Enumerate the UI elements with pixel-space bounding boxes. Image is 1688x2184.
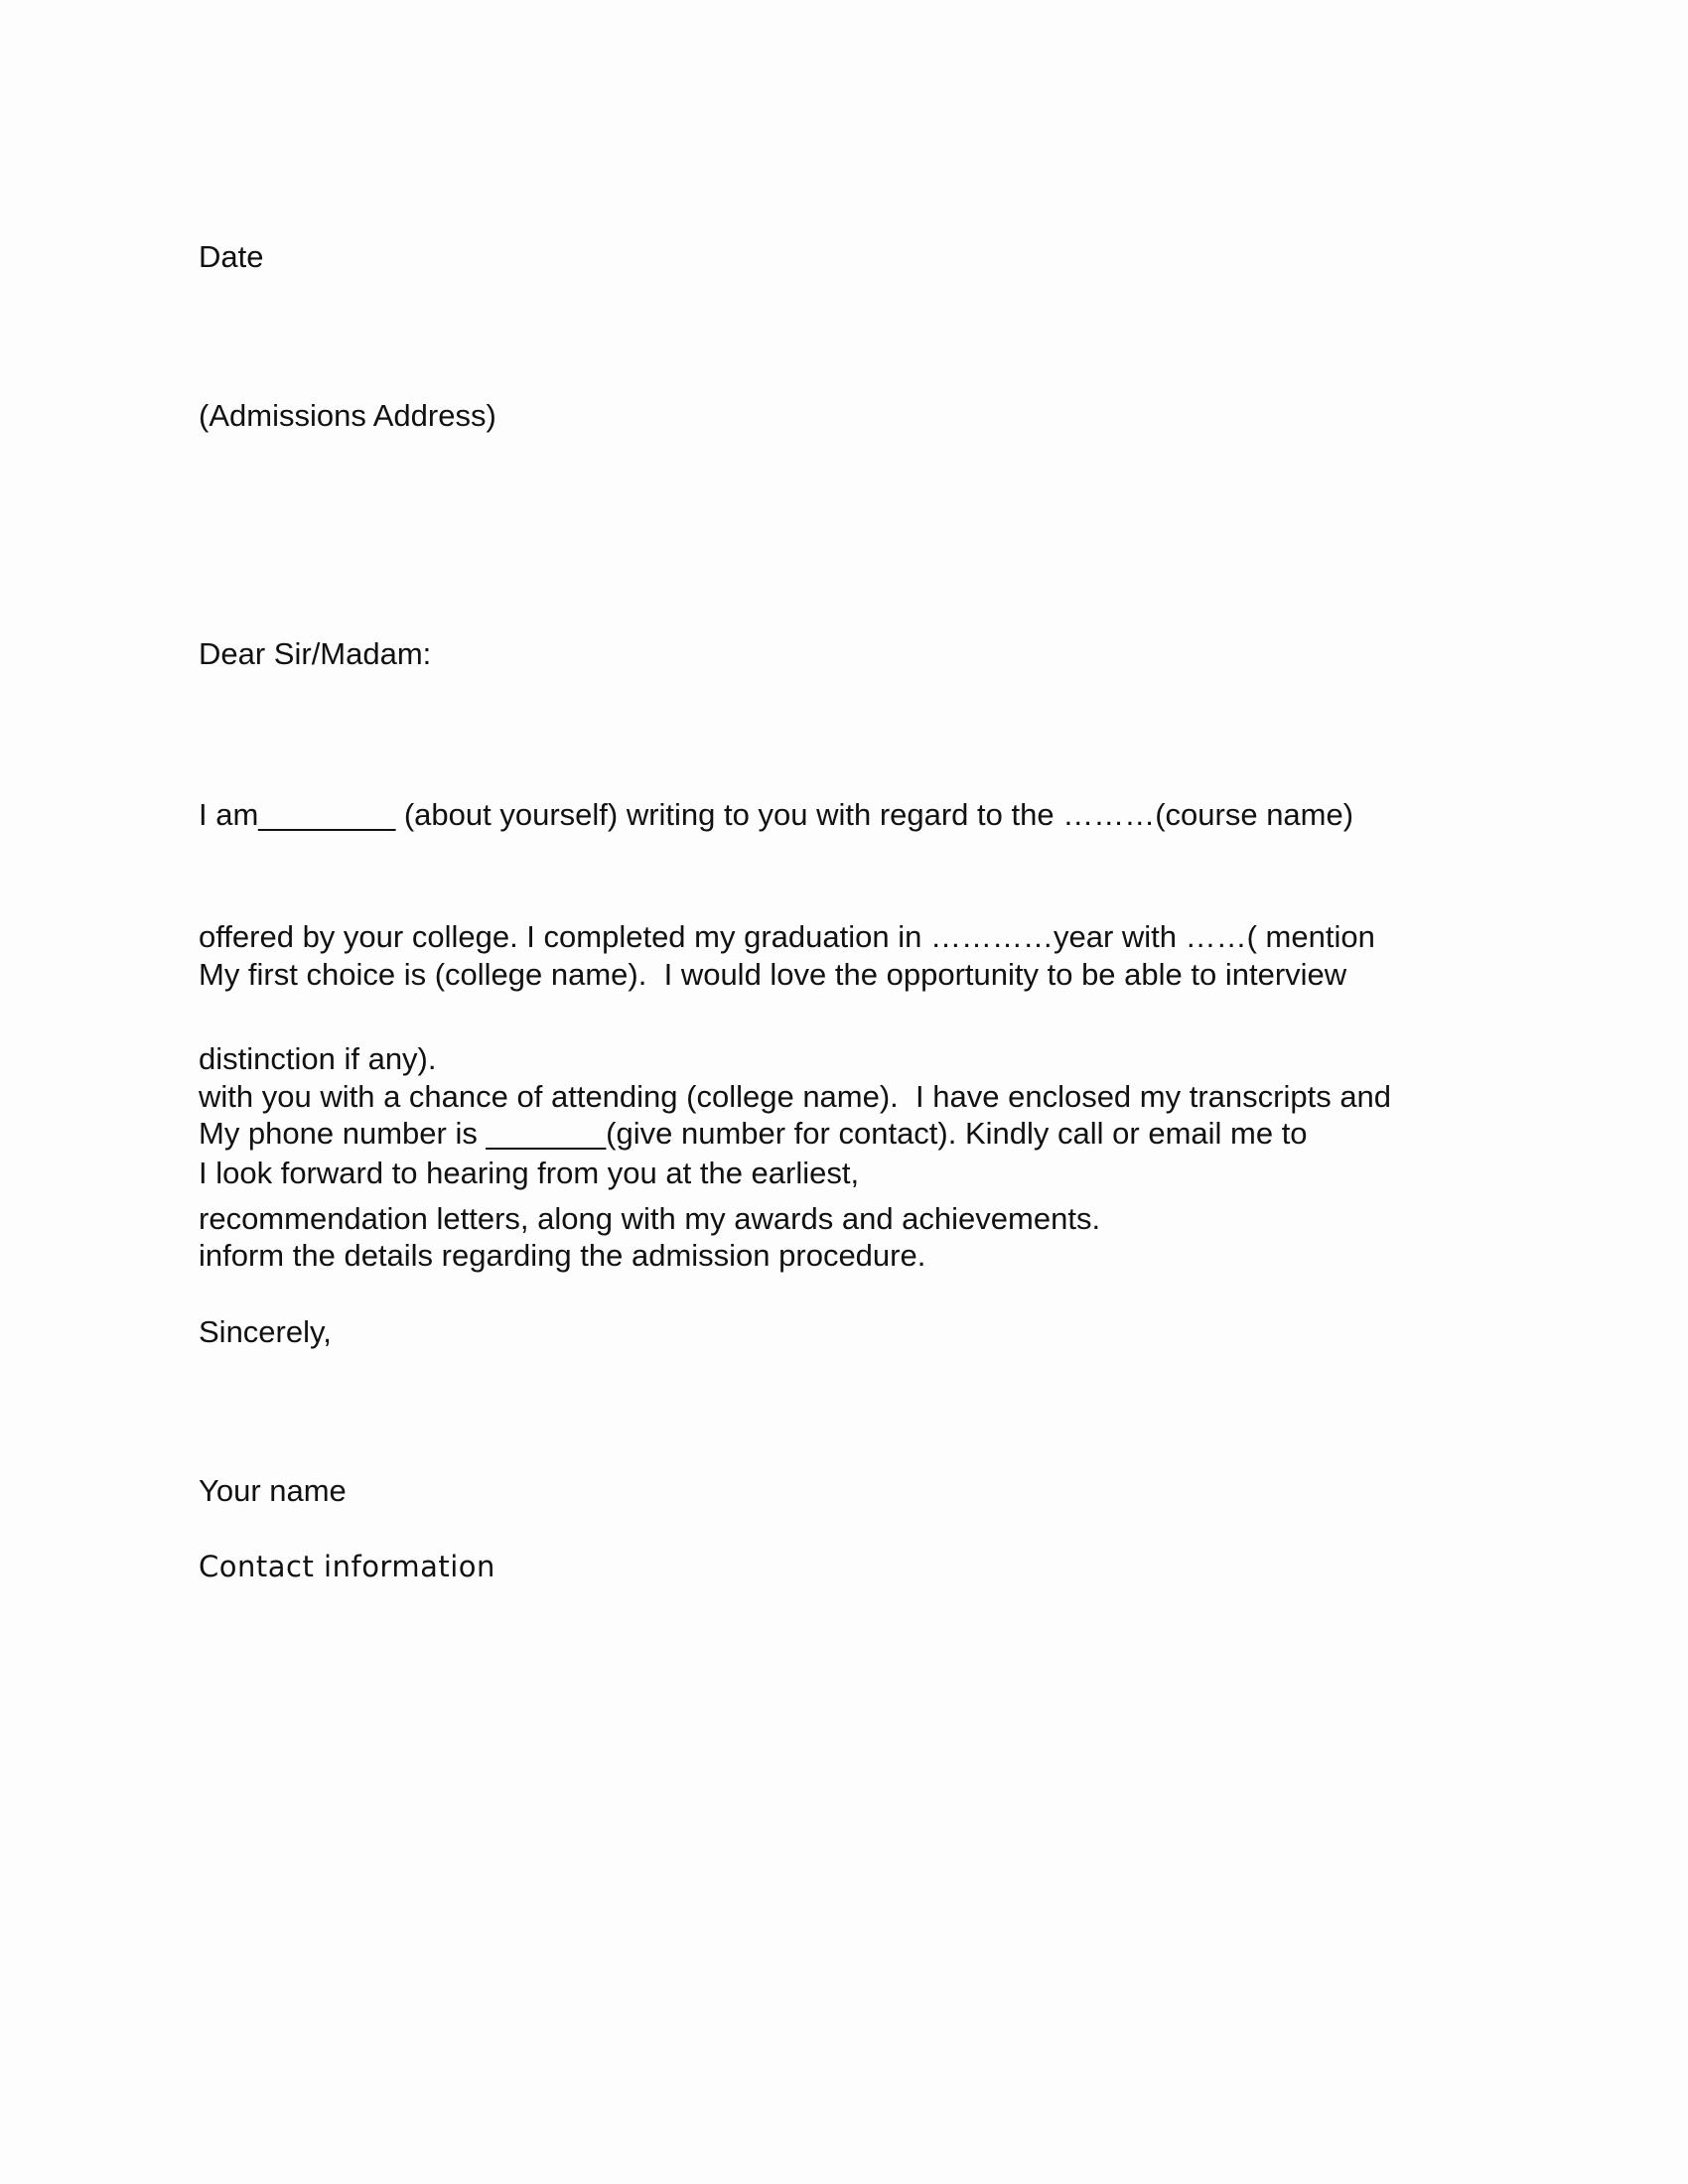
paragraph-line: distinction if any). [199, 1041, 437, 1076]
date-line: Date [199, 239, 264, 274]
closing-line: I look forward to hearing from you at the earliest, [199, 1156, 860, 1190]
sign-off: Sincerely, [199, 1314, 332, 1349]
paragraph-line: with you with a chance of attending (college name). I have enclosed my transcripts and [199, 1079, 1392, 1114]
paragraph-phone-number [199, 1031, 1308, 1357]
paragraph-line: offered by your college. I completed my graduation in …………year with ……( mention [199, 919, 1375, 954]
admissions-address: (Admissions Address) [199, 398, 496, 433]
paragraph-line: inform the details regarding the admission procedure. [199, 1238, 926, 1273]
contact-information: Contact information [199, 1550, 495, 1583]
paragraph-line: I am________ (about yourself) writing to you with regard to the ………(course name) [199, 797, 1354, 832]
paragraph-line: recommendation letters, along with my awards and achievements. [199, 1201, 1101, 1236]
your-name: Your name [199, 1473, 347, 1508]
paragraph-line: My first choice is (college name). I would love the opportunity to be able to interview [199, 957, 1347, 992]
salutation: Dear Sir/Madam: [199, 636, 432, 671]
paragraph-line: My phone number is _______(give number for contact). Kindly call or email me to [199, 1116, 1308, 1151]
